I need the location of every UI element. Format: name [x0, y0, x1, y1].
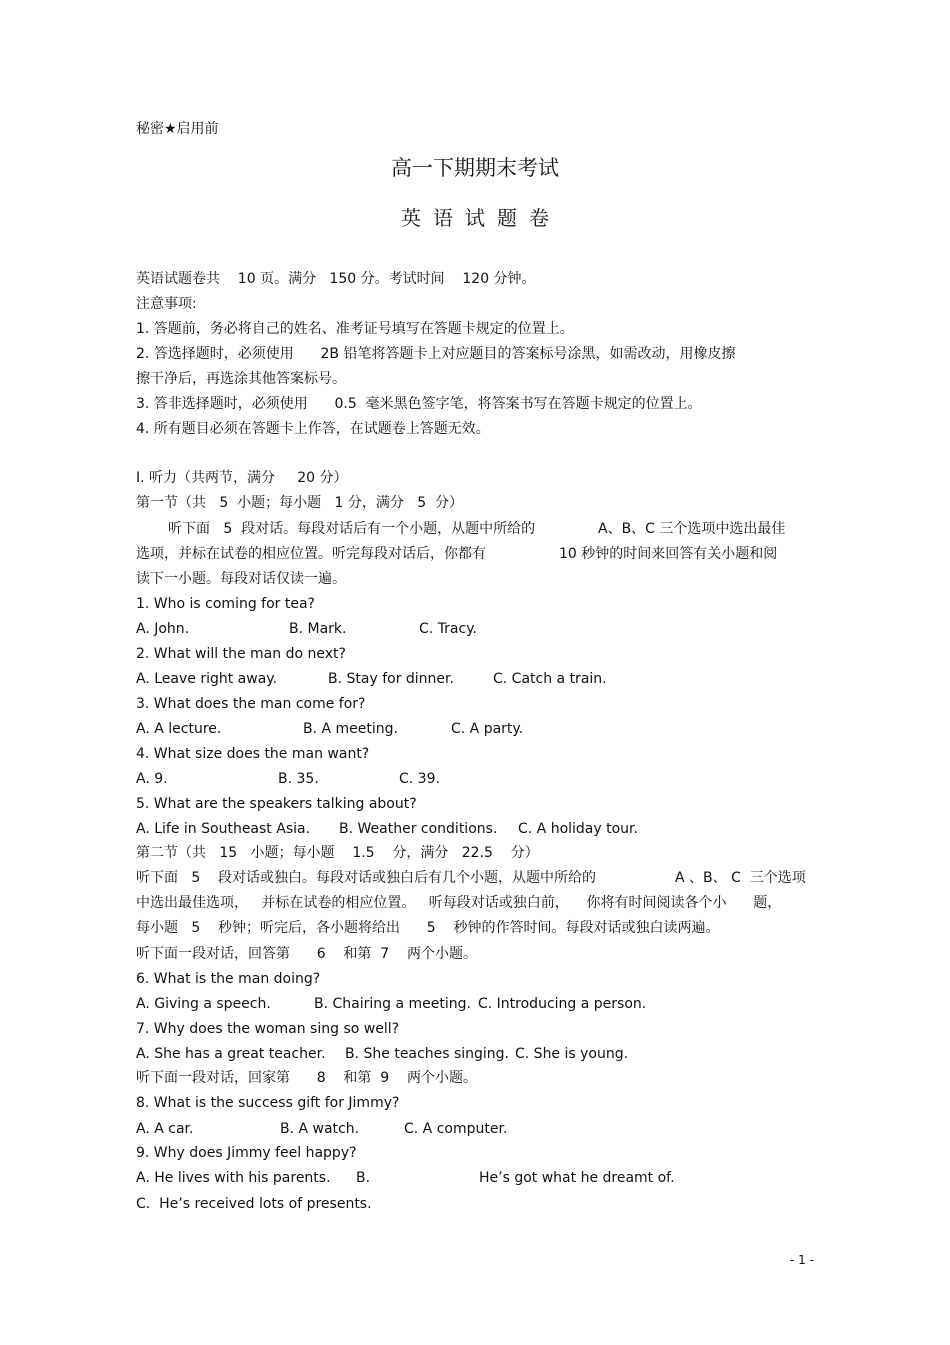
q9-option-b-label: B. — [356, 1170, 371, 1186]
question-7: 7. Why does the woman sing so well? — [136, 1021, 400, 1037]
section2-instruction-cont: A 、B、 C 三个选项 — [675, 870, 806, 886]
q1-option-b: B. Mark. — [289, 621, 347, 637]
notice-2-cont: 擦干净后，再选涂其他答案标号。 — [136, 371, 346, 387]
q3-option-b: B. A meeting. — [303, 721, 398, 737]
q1-option-a: A. John. — [136, 621, 190, 637]
q9-option-c: C. He’s received lots of presents. — [136, 1196, 372, 1212]
q4-option-a: A. 9. — [136, 771, 168, 787]
notice-3: 3. 答非选择题时，必须使用 0.5 毫米黑色签字笔，将答案书写在答题卡规定的位置上。 — [136, 396, 702, 412]
q6-option-b: B. Chairing a meeting. — [314, 996, 471, 1012]
question-9: 9. Why does Jimmy feel happy? — [136, 1145, 357, 1161]
q2-option-a: A. Leave right away. — [136, 671, 278, 687]
q6-option-c: C. Introducing a person. — [478, 996, 647, 1012]
page-number: - 1 - — [790, 1253, 814, 1267]
section2-heading: 第二节（共 15 小题；每小题 1.5 分，满分 22.5 分） — [136, 845, 539, 861]
exam-title: 高一下期期末考试 — [391, 156, 559, 180]
q4-option-c: C. 39. — [399, 771, 440, 787]
q8-option-a: A. A car. — [136, 1121, 194, 1137]
section2-instruction-line2: 中选出最佳选项， 并标在试卷的相应位置。 听每段对话或独白前， 你将有时间阅读各个小 题， — [136, 895, 782, 911]
q2-option-b: B. Stay for dinner. — [328, 671, 454, 687]
question-4: 4. What size does the man want? — [136, 746, 370, 762]
notice-title: 注意事项: — [136, 296, 197, 312]
q7-option-b: B. She teaches singing. — [345, 1046, 509, 1062]
notice-2: 2. 答选择题时，必须使用 2B 铅笔将答题卡上对应题目的答案标号涂黑，如需改动，用橡皮擦 — [136, 346, 736, 362]
q2-option-c: C. Catch a train. — [493, 671, 607, 687]
part1-heading: Ⅰ. 听力（共两节，满分 20 分） — [136, 470, 348, 486]
question-6: 6. What is the man doing? — [136, 971, 321, 987]
q8-option-b: B. A watch. — [280, 1121, 360, 1137]
section1-instruction: 听下面 5 段对话。每段对话后有一个小题，从题中所给的 — [168, 521, 536, 537]
section2-instruction-line3: 每小题 5 秒钟；听完后，各小题将给出 5 秒钟的作答时间。每段对话或独白读两遍。 — [136, 920, 720, 936]
section1-instruction-line2: 选项，并标在试卷的相应位置。听完每段对话后，你都有 — [136, 546, 486, 562]
section1-heading: 第一节（共 5 小题；每小题 1 分，满分 5 分） — [136, 495, 464, 511]
q5-option-c: C. A holiday tour. — [518, 821, 638, 837]
q7-option-a: A. She has a great teacher. — [136, 1046, 326, 1062]
question-5: 5. What are the speakers talking about? — [136, 796, 417, 812]
q1-option-c: C. Tracy. — [419, 621, 477, 637]
question-8: 8. What is the success gift for Jimmy? — [136, 1095, 400, 1111]
question-1: 1. Who is coming for tea? — [136, 596, 315, 612]
section1-instruction-line3: 读下一小题。每段对话仅读一遍。 — [136, 571, 346, 587]
q3-option-c: C. A party. — [451, 721, 524, 737]
section1-instruction-line2-cont: 10 秒钟的时间来回答有关小题和阅 — [559, 546, 778, 562]
confidential-mark: 秘密★启用前 — [136, 121, 219, 137]
paper-info: 英语试题卷共 10 页。满分 150 分。考试时间 120 分钟。 — [136, 271, 536, 287]
q3-option-a: A. A lecture. — [136, 721, 222, 737]
question-2: 2. What will the man do next? — [136, 646, 346, 662]
notice-4: 4. 所有题目必须在答题卡上作答，在试题卷上答题无效。 — [136, 421, 490, 437]
q8-option-c: C. A computer. — [404, 1121, 508, 1137]
q4-option-b: B. 35. — [278, 771, 319, 787]
q9-option-a: A. He lives with his parents. — [136, 1170, 331, 1186]
section2-instruction: 听下面 5 段对话或独白。每段对话或独白后有几个小题，从题中所给的 — [136, 870, 597, 886]
group2-instruction: 听下面一段对话，回家第 8 和第 9 两个小题。 — [136, 1070, 478, 1086]
question-3: 3. What does the man come for? — [136, 696, 366, 712]
notice-1: 1. 答题前，务必将自己的姓名、准考证号填写在答题卡规定的位置上。 — [136, 321, 574, 337]
group1-instruction: 听下面一段对话，回答第 6 和第 7 两个小题。 — [136, 946, 478, 962]
q5-option-b: B. Weather conditions. — [339, 821, 498, 837]
q5-option-a: A. Life in Southeast Asia. — [136, 821, 311, 837]
q9-option-b-text: He’s got what he dreamt of. — [479, 1170, 675, 1186]
section1-instruction-cont: A、B、C 三个选项中选出最佳 — [598, 521, 786, 537]
q6-option-a: A. Giving a speech. — [136, 996, 271, 1012]
q7-option-c: C. She is young. — [515, 1046, 629, 1062]
paper-subtitle: 英语试题卷 — [401, 206, 561, 230]
